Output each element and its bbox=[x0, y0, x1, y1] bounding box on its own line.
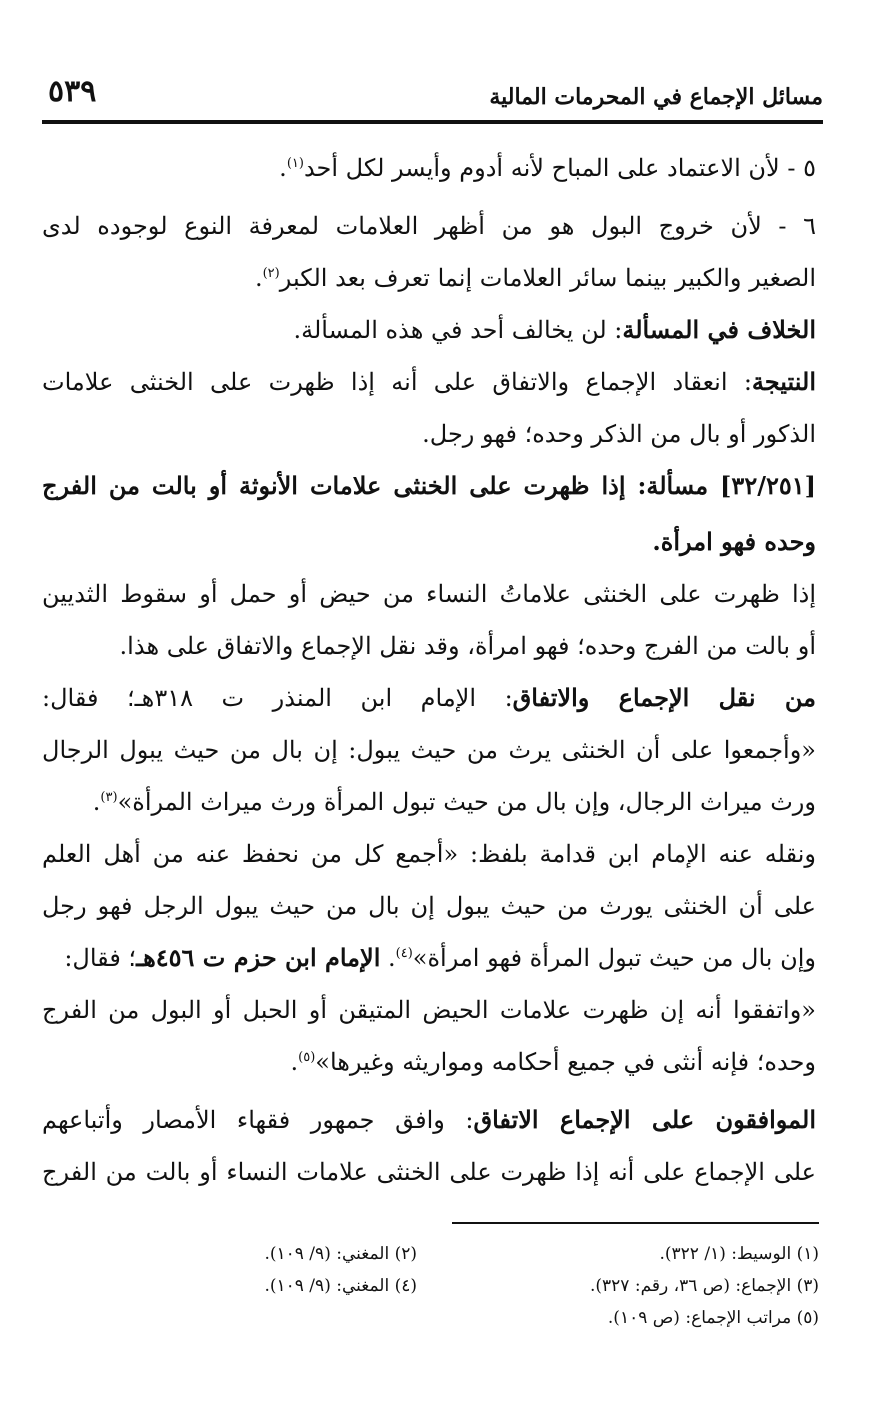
footnote: (٣) الإجماع: (ص ٣٦، رقم: ٣٢٧). bbox=[589, 1276, 819, 1296]
text-line: الصغير والكبير بينما سائر العلامات إنما تعرف بعد الكبر$^{(٢)}$. bbox=[254, 264, 816, 292]
header-title: مسائل الإجماع في المحرمات المالية bbox=[489, 84, 823, 110]
footnote-ref: (٣) bbox=[100, 790, 118, 805]
issue-heading: وحده فهو امرأة. bbox=[652, 527, 816, 556]
text-line: ٥ - لأن الاعتماد على المباح لأنه أدوم وأيسر لكل أحد$^{(١)}$. bbox=[279, 154, 816, 182]
text-line: الموافقون على الإجماع الاتفاق: وافق جمهور فقهاء الأمصار وأتباعهم bbox=[42, 1105, 816, 1134]
section-label: النتيجة bbox=[751, 367, 816, 396]
text-line: النتيجة: انعقاد الإجماع والاتفاق على أنه إذا ظهرت على الخنثى علامات bbox=[42, 367, 816, 396]
footnote: (١) الوسيط: (١/ ٣٢٢). bbox=[659, 1244, 819, 1264]
text-line: وحده؛ فإنه أنثى في جميع أحكامه ومواريثه وغيرها»$^{(٥)}$. bbox=[290, 1048, 816, 1076]
text-line: الذكور أو بال من الذكر وحده؛ فهو رجل. bbox=[422, 420, 816, 448]
footnote: (٢) المغني: (٩/ ١٠٩). bbox=[264, 1244, 417, 1264]
running-header bbox=[42, 74, 823, 124]
text-line: على أن الخنثى يورث من حيث يبول إن بال من حيث يبول الرجل فهو رجل bbox=[42, 892, 816, 920]
text-line: ٦ - لأن خروج البول هو من أظهر العلامات لمعرفة النوع لوجوده لدى bbox=[42, 212, 816, 240]
section-label: الخلاف في المسألة bbox=[622, 315, 816, 344]
text-line: إذا ظهرت على الخنثى علاماتُ النساء من حيض أو حمل أو سقوط الثديين bbox=[42, 580, 816, 608]
section-label: الموافقون على الإجماع الاتفاق bbox=[473, 1105, 816, 1134]
text-line: الخلاف في المسألة: لن يخالف أحد في هذه المسألة. bbox=[293, 315, 816, 344]
text-line: أو بالت من الفرج وحده؛ فهو امرأة، وقد نقل الإجماع والاتفاق على هذا. bbox=[119, 632, 816, 660]
text-line: ورث ميراث الرجال، وإن بال من حيث تبول المرأة ورث ميراث المرأة»$^{(٣)}$. bbox=[92, 788, 816, 816]
footnote-ref: (٥) bbox=[298, 1050, 316, 1065]
text-line: من نقل الإجماع والاتفاق: الإمام ابن المنذر ت ٣١٨هـ؛ فقال: bbox=[42, 683, 816, 712]
section-label: من نقل الإجماع والاتفاق bbox=[512, 683, 816, 712]
footnote-separator bbox=[452, 1222, 819, 1224]
footnote-ref: (١) bbox=[286, 156, 304, 171]
issue-heading: [٣٢/٢٥١] مسألة: إذا ظهرت على الخنثى علامات الأنوثة أو بالت من الفرج bbox=[42, 471, 816, 500]
text-line: «واتفقوا أنه إن ظهرت علامات الحيض المتيقن أو الحبل أو البول من الفرج bbox=[42, 996, 816, 1024]
text-line: ونقله عنه الإمام ابن قدامة بلفظ: «أجمع كل من نحفظ عنه من أهل العلم bbox=[42, 840, 816, 868]
text-line: «وأجمعوا على أن الخنثى يرث من حيث يبول: إن بال من حيث يبول الرجال bbox=[42, 736, 816, 764]
footnote: (٥) مراتب الإجماع: (ص ١٠٩). bbox=[607, 1308, 819, 1328]
text-line: وإن بال من حيث تبول المرأة فهو امرأة»$^{(٤)}$. الإمام ابن حزم ت ٤٥٦هـ؛ فقال: bbox=[64, 943, 816, 972]
footnote: (٤) المغني: (٩/ ١٠٩). bbox=[264, 1276, 417, 1296]
text-line: على الإجماع على أنه إذا ظهرت على الخنثى علامات النساء أو بالت من الفرج bbox=[42, 1158, 816, 1186]
footnote-ref: (٢) bbox=[262, 266, 280, 281]
page-number: ٥٣٩ bbox=[48, 74, 97, 109]
footnote-ref: (٤) bbox=[395, 946, 413, 961]
